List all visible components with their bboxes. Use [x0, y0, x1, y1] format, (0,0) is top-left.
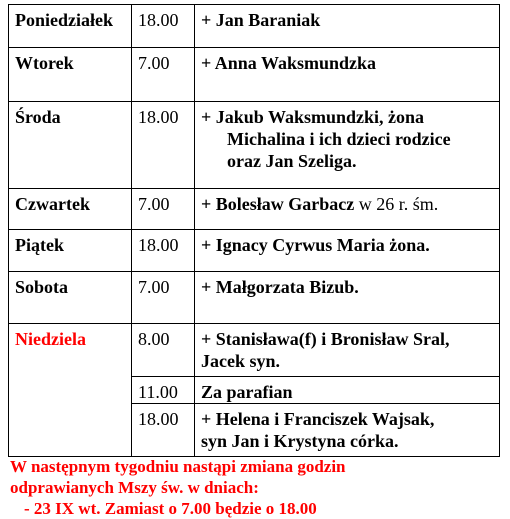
intention-line: + Jakub Waksmundzki, żona [201, 107, 425, 127]
time-cell: 7.00 [132, 189, 195, 230]
table-row [9, 189, 500, 230]
day-cell: Środa [9, 102, 132, 189]
intention-cell [195, 272, 500, 324]
notice-line: W następnym tygodniu nastąpi zmiana godzin [10, 457, 346, 476]
intention-cell [195, 230, 500, 272]
intention-anniversary: w 26 r. śm. [354, 194, 439, 214]
intention-name: + Bolesław Garbacz [201, 194, 355, 214]
notice-line: - 23 IX wt. Zamiast o 7.00 będzie o 18.00 [24, 499, 317, 518]
time-cell: 11.00 [132, 377, 195, 404]
day-cell: Czwartek [9, 189, 132, 230]
table-row [9, 102, 500, 189]
table-row [9, 48, 500, 102]
time-cell: 18.00 [132, 404, 195, 457]
intention-cell [195, 377, 500, 404]
intention-line: + Helena i Franciszek Wajsak, [201, 409, 435, 429]
mass-schedule-table [8, 4, 500, 457]
intention-cell [195, 5, 500, 48]
time-cell: 18.00 [132, 5, 195, 48]
table-row [9, 272, 500, 324]
day-cell: Sobota [9, 272, 132, 324]
intention-line: + Ignacy Cyrwus Maria żona. [201, 235, 430, 255]
day-cell: Piątek [9, 230, 132, 272]
intention-line: Jacek syn. [201, 351, 281, 371]
time-cell: 18.00 [132, 230, 195, 272]
intention-line: + Małgorzata Bizub. [201, 277, 359, 297]
intention-cell [195, 404, 500, 457]
intention-cell [195, 48, 500, 102]
intention-line: + Stanisława(f) i Bronisław Sral, [201, 329, 450, 349]
table-row [9, 324, 500, 377]
intention-line: + Anna Waksmundzka [201, 53, 377, 73]
time-cell: 7.00 [132, 48, 195, 102]
intention-line: Michalina i ich dzieci rodzice [227, 129, 451, 149]
intention-cell [195, 189, 500, 230]
time-cell: 8.00 [132, 324, 195, 377]
time-cell: 18.00 [132, 102, 195, 189]
day-cell-sunday: Niedziela [9, 324, 132, 457]
intention-line [201, 193, 493, 215]
intention-line: Za parafian [201, 382, 293, 402]
day-cell: Wtorek [9, 48, 132, 102]
intention-line: + Jan Baraniak [201, 10, 321, 30]
intention-cell [195, 102, 500, 189]
day-cell: Poniedziałek [9, 5, 132, 48]
table-row [9, 230, 500, 272]
notice-line: odprawianych Mszy św. w dniach: [10, 478, 259, 497]
intention-line: oraz Jan Szeliga. [227, 151, 357, 171]
table-row [9, 5, 500, 48]
intention-cell [195, 324, 500, 377]
time-cell: 7.00 [132, 272, 195, 324]
intention-line: syn Jan i Krystyna córka. [201, 431, 399, 451]
